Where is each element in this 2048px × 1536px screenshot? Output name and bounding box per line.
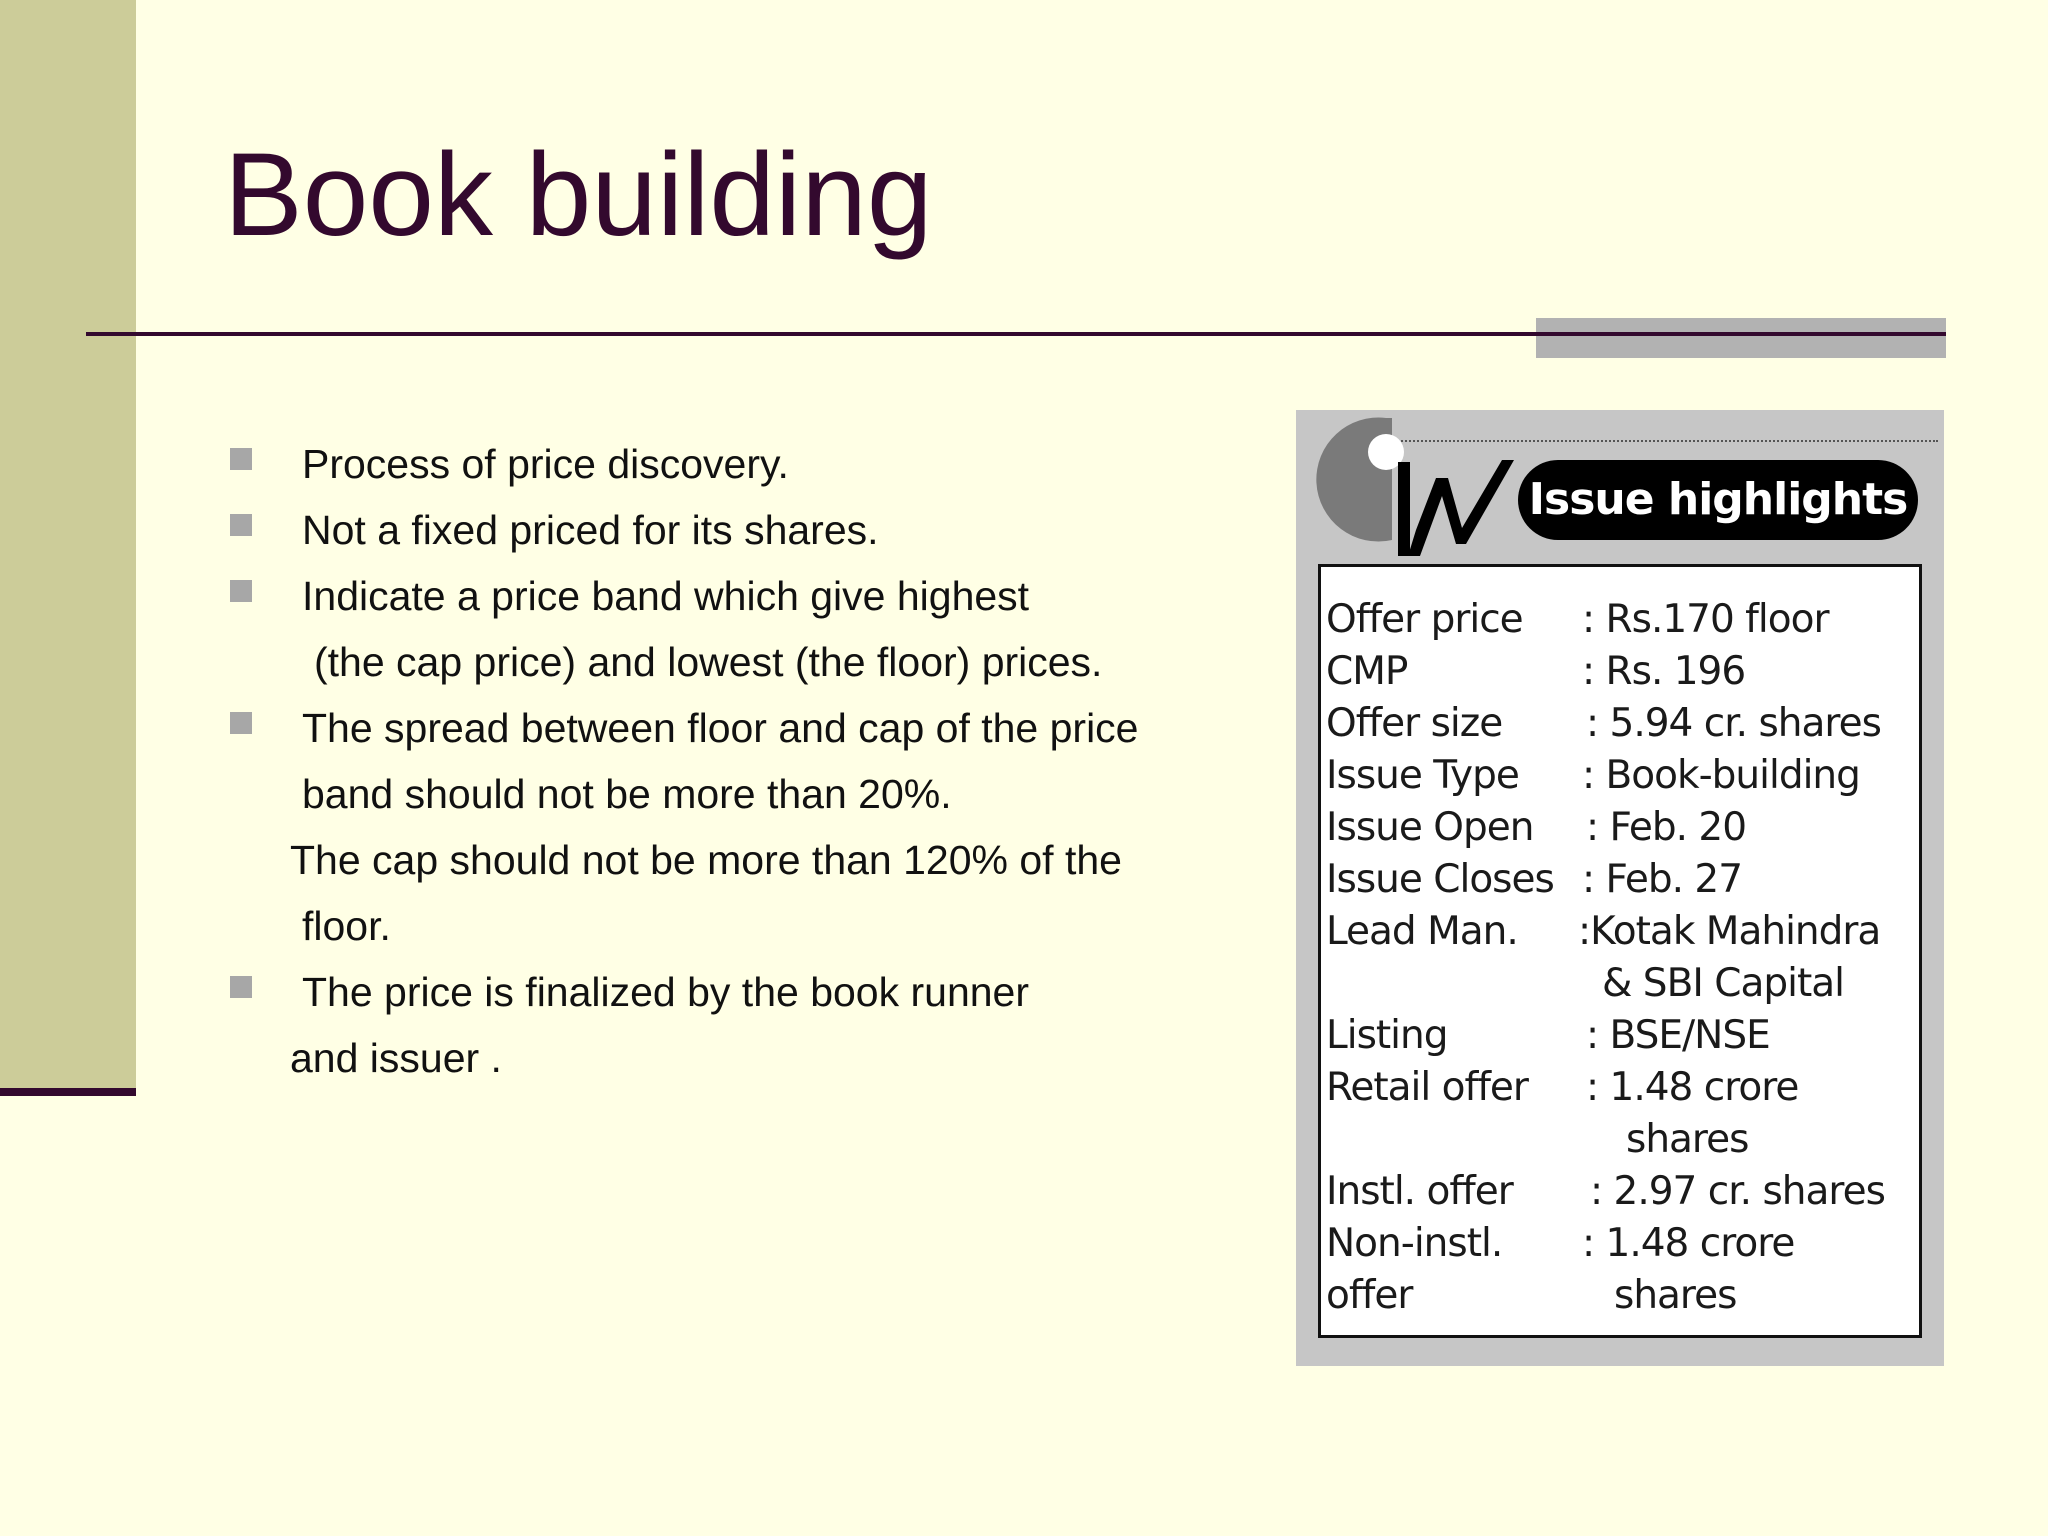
- slide-title: Book building: [224, 129, 933, 261]
- highlight-label: Issue Open: [1326, 805, 1534, 850]
- title-divider: [86, 332, 1946, 336]
- highlight-label: Offer size: [1326, 701, 1503, 746]
- bullet-text-continued: (the cap price) and lowest (the floor) prices.: [314, 639, 1103, 685]
- bullet-text-continued: floor.: [302, 903, 391, 949]
- bullet-text: Indicate a price band which give highest: [302, 573, 1030, 619]
- bullet-marker: [230, 514, 252, 536]
- bullet-marker: [230, 712, 252, 734]
- highlight-label: Listing: [1326, 1013, 1448, 1058]
- bullet-text: Not a fixed priced for its shares.: [302, 507, 879, 553]
- bullet-text-continued: band should not be more than 20%.: [302, 771, 952, 817]
- highlight-value: :Kotak Mahindra: [1578, 909, 1881, 954]
- bullet-text-continued: and issuer .: [290, 1035, 502, 1081]
- left-accent-bar-cap: [0, 1088, 136, 1096]
- highlight-value: : Rs. 196: [1582, 649, 1746, 694]
- issue-highlights-panel: [1296, 410, 1944, 1366]
- bullet-text-continued: The cap should not be more than 120% of the: [290, 837, 1122, 883]
- highlight-label: Lead Man.: [1326, 909, 1518, 954]
- bullet-text: The spread between floor and cap of the price: [302, 705, 1139, 751]
- bullet-text: Process of price discovery.: [302, 441, 789, 487]
- highlight-label: Retail offer: [1326, 1065, 1528, 1110]
- title-rule-accent: [1536, 318, 1946, 358]
- iw-logo-icon: [1316, 412, 1526, 562]
- issue-highlights-heading: Issue highlights: [1518, 460, 1918, 540]
- highlight-value: : 2.97 cr. shares: [1590, 1169, 1885, 1214]
- highlight-value: : Feb. 20: [1586, 805, 1747, 850]
- bullet-marker: [230, 976, 252, 998]
- bullet-text: The price is finalized by the book runner: [302, 969, 1030, 1015]
- bullet-marker: [230, 580, 252, 602]
- highlight-value: : 1.48 crore: [1586, 1065, 1799, 1110]
- highlight-label-continued: offer: [1326, 1273, 1413, 1318]
- highlight-label: Issue Type: [1326, 753, 1519, 798]
- highlight-value: : 5.94 cr. shares: [1586, 701, 1881, 746]
- highlight-value-continued: shares: [1614, 1273, 1737, 1318]
- highlight-value: : Feb. 27: [1582, 857, 1743, 902]
- highlight-label: Non-instl.: [1326, 1221, 1503, 1266]
- highlight-label: Offer price: [1326, 597, 1523, 642]
- highlight-value: : Rs.170 floor: [1582, 597, 1829, 642]
- highlight-value: : BSE/NSE: [1586, 1013, 1770, 1058]
- highlight-value-continued: & SBI Capital: [1602, 961, 1844, 1006]
- bullet-marker: [230, 448, 252, 470]
- highlight-label: CMP: [1326, 649, 1408, 694]
- highlight-value-continued: shares: [1626, 1117, 1749, 1162]
- highlight-value: : 1.48 crore: [1582, 1221, 1795, 1266]
- highlight-value: : Book-building: [1582, 753, 1860, 798]
- left-accent-bar: [0, 0, 136, 1088]
- highlight-label: Instl. offer: [1326, 1169, 1513, 1214]
- highlight-label: Issue Closes: [1326, 857, 1554, 902]
